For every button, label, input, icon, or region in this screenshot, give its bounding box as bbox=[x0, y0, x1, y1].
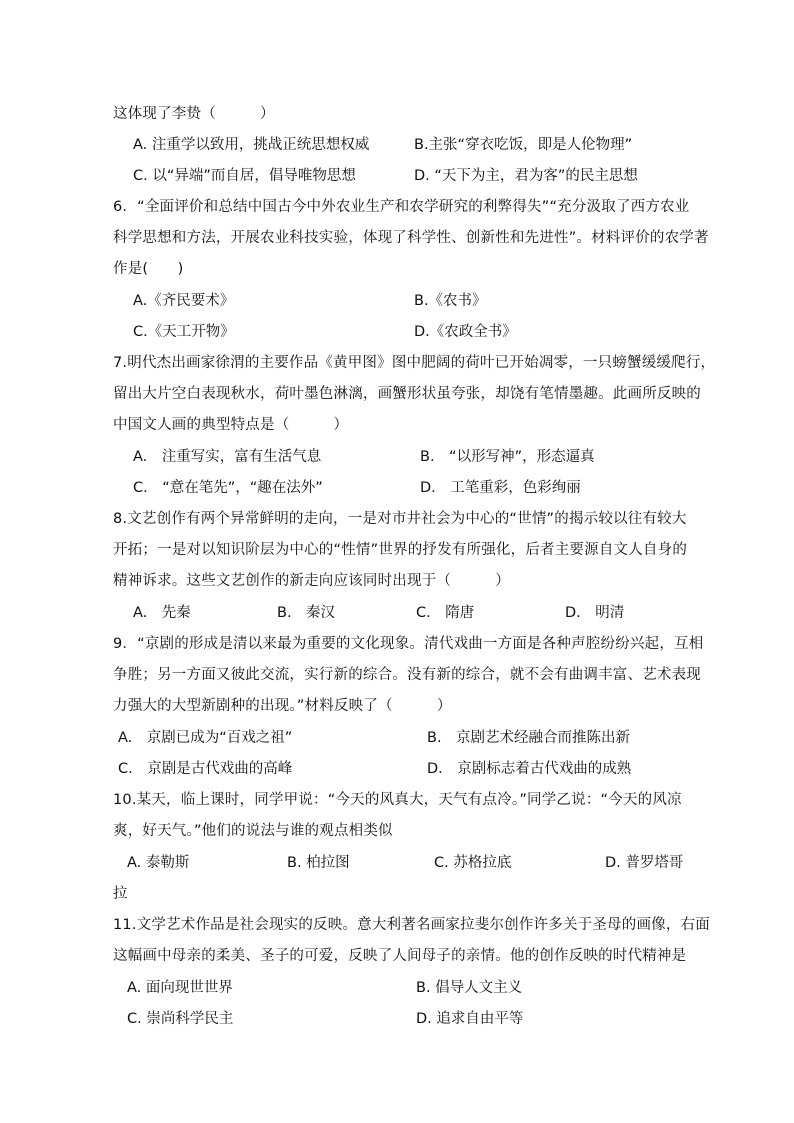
q10-option-d-wrap: 拉 bbox=[113, 886, 128, 902]
q5-option-c[interactable]: C. 以“异端”而自居，倡导唯物思想 bbox=[133, 168, 356, 184]
q9-option-d[interactable]: D. 京剧标志着古代戏曲的成熟 bbox=[427, 761, 632, 777]
q7-option-c[interactable]: C. “意在笔先”，“趣在法外” bbox=[133, 480, 323, 496]
q5-option-d[interactable]: D. “天下为主，君为客”的民主思想 bbox=[414, 168, 638, 184]
q10-stem-line-2: 爽，好天气。”他们的说法与谁的观点相类似 bbox=[113, 823, 393, 839]
q8-stem-line-2: 开拓；一是对以知识阶层为中心的“性情”世界的抒发有所强化，后者主要源自文人自身的 bbox=[113, 542, 688, 558]
q6-stem-line-1: 6．“全面评价和总结中国古今中外农业生产和农学研究的利弊得失”“充分汲取了西方农业 bbox=[113, 199, 690, 215]
q10-stem-line-1: 10.某天，临上课时，同学甲说：“今天的风真大，天气有点冷。”同学乙说：“今天的风凉 bbox=[113, 792, 682, 808]
q7-stem-line-2: 留出大片空白表现秋水，荷叶墨色淋漓，画蟹形状虽夸张，却饶有笔情墨趣。此画所反映的 bbox=[113, 386, 701, 402]
q8-stem-line-3: 精神诉求。这些文艺创作的新走向应该同时出现于（ ） bbox=[113, 573, 510, 589]
q8-option-b[interactable]: B. 秦汉 bbox=[277, 605, 336, 621]
q10-option-b[interactable]: B. 柏拉图 bbox=[287, 855, 350, 871]
q11-option-d[interactable]: D. 追求自由平等 bbox=[416, 1011, 524, 1027]
q6-stem-line-2: 科学思想和方法，开展农业科技实验，体现了科学性、创新性和先进性”。材料评价的农学著 bbox=[113, 230, 709, 246]
q9-option-a[interactable]: A. 京剧已成为“百戏之祖” bbox=[118, 730, 293, 746]
q9-option-b[interactable]: B. 京剧艺术经融合而推陈出新 bbox=[427, 730, 631, 746]
q11-option-c[interactable]: C. 崇尚科学民主 bbox=[127, 1011, 234, 1027]
q5-stem: 这体现了李贽（ ） bbox=[113, 106, 275, 122]
q7-option-b[interactable]: B. “以形写神”，形态逼真 bbox=[420, 449, 595, 465]
q11-option-a[interactable]: A. 面向现世世界 bbox=[127, 980, 233, 996]
q9-option-c[interactable]: C. 京剧是古代戏曲的高峰 bbox=[118, 761, 293, 777]
q6-option-b[interactable]: B.《农书》 bbox=[414, 293, 487, 309]
q7-option-a[interactable]: A. 注重写实，富有生活气息 bbox=[133, 449, 322, 465]
q6-option-a[interactable]: A.《齐民要术》 bbox=[133, 293, 235, 309]
q8-option-c[interactable]: C. 隋唐 bbox=[416, 605, 475, 621]
q7-option-d[interactable]: D. 工笔重彩，色彩绚丽 bbox=[420, 480, 581, 496]
q8-option-a[interactable]: A. 先秦 bbox=[133, 605, 191, 621]
q10-option-d[interactable]: D. 普罗塔哥 bbox=[605, 855, 684, 871]
q7-stem-line-3: 中国文人画的典型特点是（ ） bbox=[113, 417, 349, 433]
q6-stem-line-3: 作是( ) bbox=[113, 261, 184, 277]
q8-stem-line-1: 8.文艺创作有两个异常鲜明的走向，一是对市井社会为中心的“世情”的揭示较以往有较大 bbox=[113, 511, 687, 527]
q5-option-b[interactable]: B.主张“穿衣吃饭，即是人伦物理” bbox=[414, 137, 633, 153]
q9-stem-line-2: 争胜；另一方面又彼此交流，实行新的综合。没有新的综合，就不会有曲调丰富、艺术表现 bbox=[113, 667, 701, 683]
q11-stem-line-1: 11.文学艺术作品是社会现实的反映。意大利著名画家拉斐尔创作许多关于圣母的画像，右面 bbox=[113, 917, 710, 933]
q7-stem-line-1: 7.明代杰出画家徐渭的主要作品《黄甲图》图中肥阔的荷叶已开始凋零，一只螃蟹缓缓爬行， bbox=[113, 355, 716, 371]
q11-stem-line-2: 这幅画中母亲的柔美、圣子的可爱，反映了人间母子的亲情。他的创作反映的时代精神是 bbox=[113, 948, 687, 964]
q9-stem-line-1: 9．“京剧的形成是清以来最为重要的文化现象。清代戏曲一方面是各种声腔纷纷兴起，互相 bbox=[113, 636, 704, 652]
q9-stem-line-3: 力强大的大型新剧种的出现。”材料反映了（ ） bbox=[113, 698, 452, 714]
q8-option-d[interactable]: D. 明清 bbox=[565, 605, 625, 621]
q11-option-b[interactable]: B. 倡导人文主义 bbox=[416, 980, 523, 996]
q6-option-d[interactable]: D.《农政全书》 bbox=[414, 324, 517, 340]
q10-option-c[interactable]: C. 苏格拉底 bbox=[434, 855, 512, 871]
q6-option-c[interactable]: C.《天工开物》 bbox=[133, 324, 235, 340]
q10-option-a[interactable]: A. 泰勒斯 bbox=[127, 855, 190, 871]
q5-option-a[interactable]: A. 注重学以致用，挑战正统思想权威 bbox=[133, 137, 370, 153]
